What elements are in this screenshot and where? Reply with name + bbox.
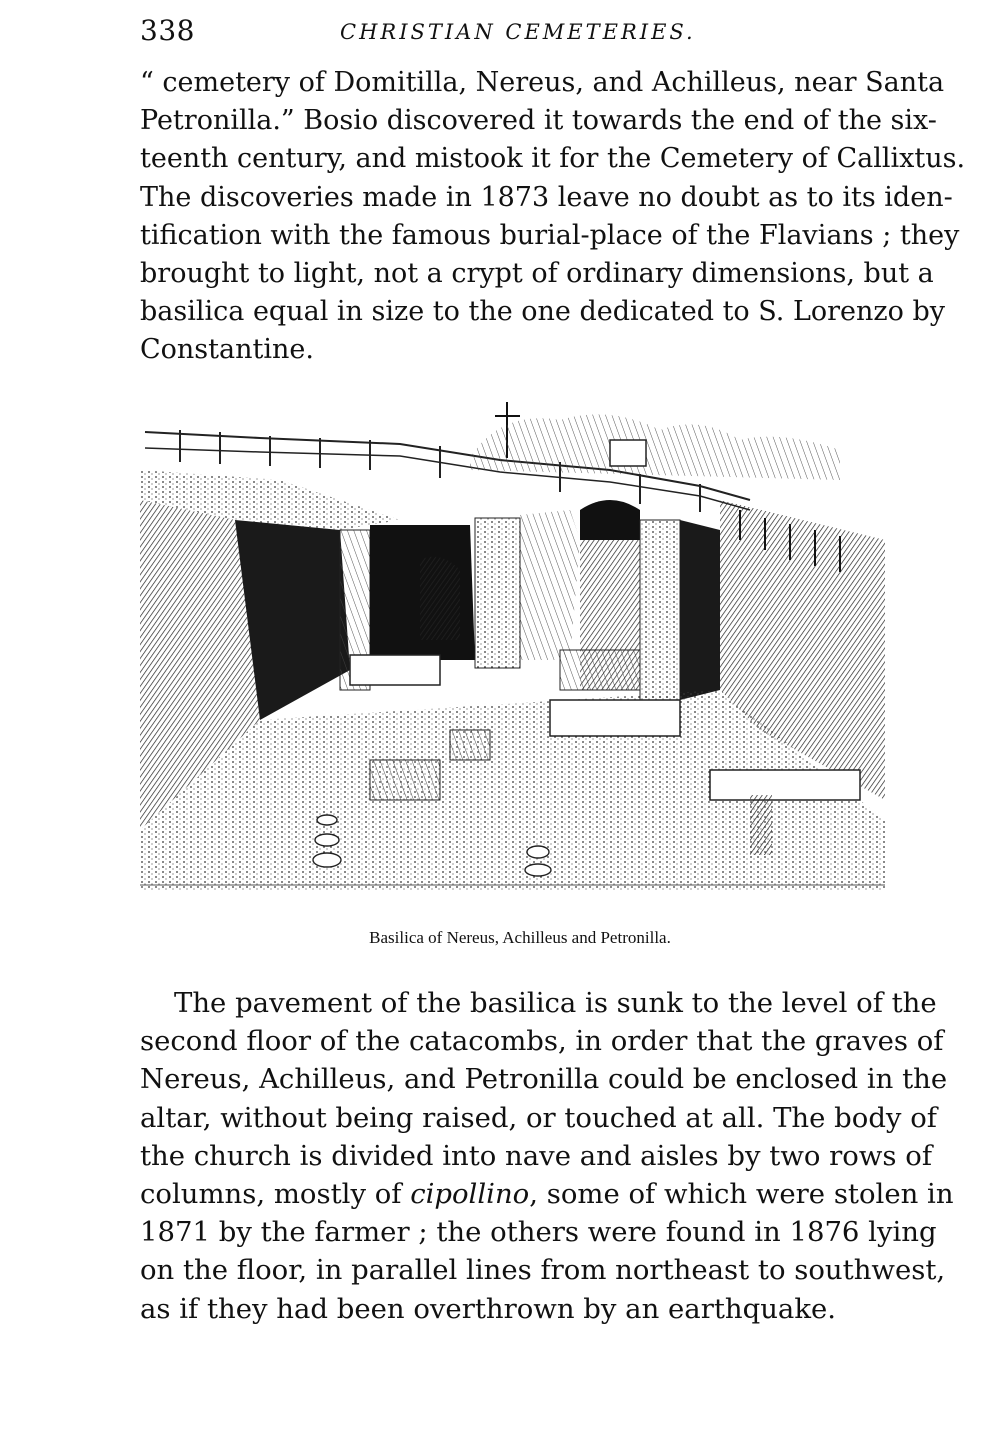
text-line-with-italic xyxy=(140,1175,954,1213)
text-line: basilica equal in size to the one dedicated to S. Lorenzo by xyxy=(140,296,946,328)
text-fragment: columns, mostly of xyxy=(140,1177,411,1210)
text-line: The pavement of the basilica is sunk to the level of the xyxy=(174,987,937,1019)
text-fragment: , some of which were stolen in xyxy=(529,1177,954,1210)
basilica-engraving xyxy=(140,400,885,890)
paragraph-2 xyxy=(140,984,954,1328)
text-line: second floor of the catacombs, in order that the graves of xyxy=(140,1025,944,1058)
text-line: Constantine. xyxy=(140,334,314,366)
running-head: CHRISTIAN CEMETERIES. xyxy=(340,20,696,44)
page-header xyxy=(140,14,900,54)
page-number: 338 xyxy=(140,14,195,47)
text-line: brought to light, not a crypt of ordinary dimensions, but a xyxy=(140,257,934,289)
text-line: Petronilla.” Bosio discovered it towards the end of the six- xyxy=(140,105,937,137)
text-line: The discoveries made in 1873 leave no doubt as to its iden- xyxy=(140,181,953,213)
text-line: 1871 by the farmer ; the others were found in 1876 lying xyxy=(140,1216,937,1249)
figure-caption: Basilica of Nereus, Achilleus and Petronilla. xyxy=(369,928,671,947)
italic-term: cipollino xyxy=(410,1177,530,1210)
text-line: as if they had been overthrown by an earthquake. xyxy=(140,1292,836,1325)
text-line: teenth century, and mistook it for the Cemetery of Callixtus. xyxy=(140,143,966,175)
text-line: “ cemetery of Domitilla, Nereus, and Achilleus, near Santa xyxy=(140,67,945,98)
text-line: the church is divided into nave and aisles by two rows of xyxy=(140,1139,932,1172)
text-line: tification with the famous burial-place of the Flavians ; they xyxy=(140,219,960,251)
text-line: on the floor, in parallel lines from northeast to southwest, xyxy=(140,1254,946,1287)
paragraph-1 xyxy=(140,64,966,370)
text-line: altar, without being raised, or touched at all. The body of xyxy=(140,1101,937,1134)
text-line: Nereus, Achilleus, and Petronilla could be enclosed in the xyxy=(140,1063,948,1096)
